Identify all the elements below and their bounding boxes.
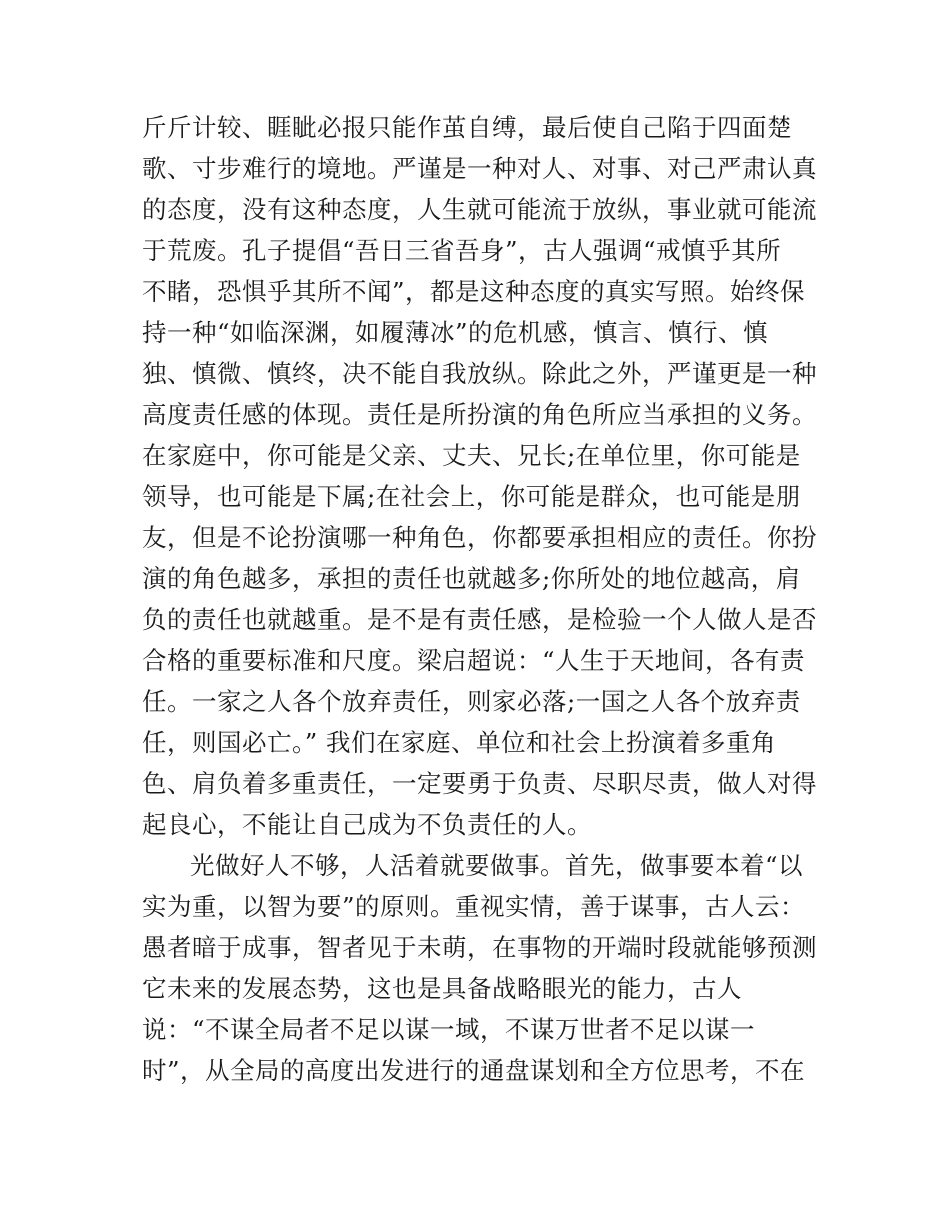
text-line: 高度责任感的体现。责任是所扮演的角色所应当承担的义务。: [142, 400, 817, 429]
text-line: 的态度，没有这种态度，人生就可能流于放纵，事业就可能流: [142, 195, 817, 224]
text-line: 独、慎微、慎终，决不能自我放纵。除此之外，严谨更是一种: [142, 359, 817, 388]
text-line: 时”，从全局的高度出发进行的通盘谋划和全方位思考，不在: [142, 1056, 806, 1085]
text-line: 任。一家之人各个放弃责任，则家必落;一国之人各个放弃责: [142, 687, 801, 716]
text-line: 友，但是不论扮演哪一种角色，你都要承担相应的责任。你扮: [142, 523, 817, 552]
text-line: 持一种“如临深渊，如履薄冰”的危机感，慎言、慎行、慎: [142, 318, 769, 347]
text-line: 领导，也可能是下属;在社会上，你可能是群众，也可能是朋: [142, 482, 801, 511]
text-line: 光做好人不够，人活着就要做事。首先，做事要本着“以: [190, 851, 804, 880]
text-line: 色、肩负着多重责任，一定要勇于负责、尽职尽责，做人对得: [142, 769, 817, 798]
text-line: 愚者暗于成事，智者见于未萌，在事物的开端时段就能够预测: [142, 933, 817, 962]
text-line: 斤斤计较、睚眦必报只能作茧自缚，最后使自己陷于四面楚: [142, 113, 792, 142]
text-line: 于荒废。孔子提倡“吾日三省吾身”，古人强调“戒慎乎其所: [142, 236, 782, 265]
text-line: 任，则国必亡。” 我们在家庭、单位和社会上扮演着多重角: [142, 728, 777, 757]
text-line: 在家庭中，你可能是父亲、丈夫、兄长;在单位里，你可能是: [142, 441, 801, 470]
text-line: 合格的重要标准和尺度。梁启超说：“人生于天地间，各有责: [142, 646, 806, 675]
text-line: 不睹，恐惧乎其所不闻”，都是这种态度的真实写照。始终保: [142, 277, 806, 306]
text-line: 起良心，不能让自己成为不负责任的人。: [142, 810, 592, 839]
text-line: 说：“不谋全局者不足以谋一域，不谋万世者不足以谋一: [142, 1015, 756, 1044]
text-line: 实为重，以智为要”的原则。重视实情，善于谋事，古人云：: [142, 892, 806, 921]
text-line: 它未来的发展态势，这也是具备战略眼光的能力，古人: [142, 974, 742, 1003]
text-line: 演的角色越多，承担的责任也就越多;你所处的地位越高，肩: [142, 564, 801, 593]
text-line: 负的责任也就越重。是不是有责任感，是检验一个人做人是否: [142, 605, 817, 634]
text-line: 歌、寸步难行的境地。严谨是一种对人、对事、对己严肃认真: [142, 154, 817, 183]
